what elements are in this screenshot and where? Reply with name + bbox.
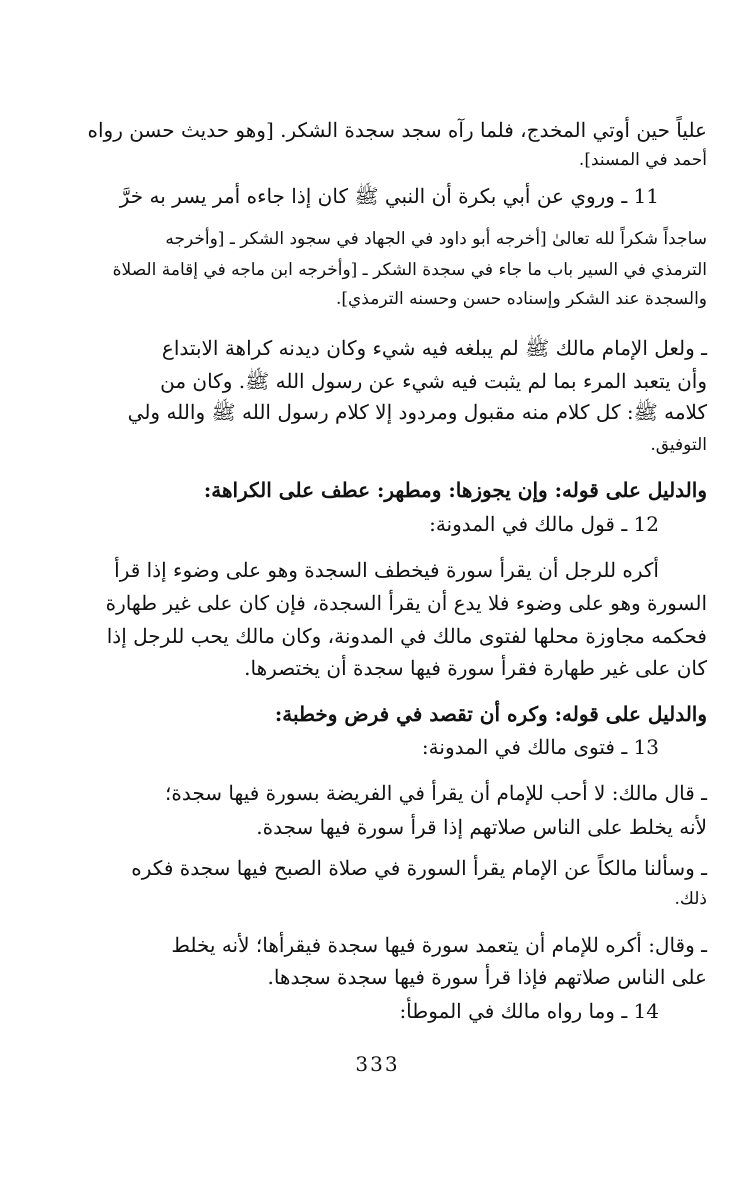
text-line: ـ وقال: أكره للإمام أن يتعمد سورة فيها سجدة فيقرأها؛ لأنه يخلط [171, 933, 707, 957]
text-line: وأن يتعبد المرء بما لم يثبت فيه شيء عن رسول الله ﷺ. وكان من [160, 369, 707, 393]
text-line: 13 ـ فتوى مالك في المدونة: [421, 735, 659, 759]
text-line: علياً حين أوتي المخدج، فلما رآه سجد سجدة الشكر. [وهو حديث حسن رواه [87, 118, 707, 142]
section-heading: والدليل على قوله: وكره أن تقصد في فرض وخطبة: [274, 702, 707, 726]
text-line: التوفيق. [650, 435, 707, 455]
text-line: كلامه ﷺ: كل كلام منه مقبول ومردود إلا كلام رسول الله ﷺ والله ولي [127, 400, 707, 424]
text-line: الترمذي في السير باب ما جاء في سجدة الشكر ـ [وأخرجه ابن ماجه في إقامة الصلاة [112, 260, 707, 280]
text-line: ـ وسألنا مالكاً عن الإمام يقرأ السورة في صلاة الصبح فيها سجدة فكره [131, 856, 707, 880]
text-line: على الناس صلاتهم فإذا قرأ سورة فيها سجدة سجدها. [267, 965, 707, 989]
text-line: ـ ولعل الإمام مالك ﷺ لم يبلغه فيه شيء وكان ديدنه كراهة الابتداع [161, 336, 707, 360]
text-line: ـ قال مالك: لا أحب للإمام أن يقرأ في الفريضة بسورة فيها سجدة؛ [165, 781, 707, 805]
text-line: 11 ـ وروي عن أبي بكرة أن النبي ﷺ كان إذا جاءه أمر يسر به خرَّ [119, 184, 659, 208]
text-line: كان على غير طهارة فقرأ سورة فيها سجدة أن يختصرها. [244, 656, 707, 680]
text-line: فحكمه مجاوزة محلها لفتوى مالك في المدونة، وكان مالك يحب للرجل إذا [106, 624, 707, 648]
text-line: السورة وهو على وضوء فلا يدع أن يقرأ السجدة، فإن كان على غير طهارة [105, 591, 707, 615]
page-number: 333 [355, 1052, 400, 1076]
text-line: ساجداً شكراً لله تعالىٰ [أخرجه أبو داود في الجهاد في سجود الشكر ـ [وأخرجه [165, 229, 707, 249]
text-line: والسجدة عند الشكر وإسناده حسن وحسنه الترمذي]. [335, 289, 707, 309]
text-line: أكره للرجل أن يقرأ سورة فيخطف السجدة وهو على وضوء إذا قرأ [114, 558, 659, 582]
text-line: أحمد في المسند]. [578, 150, 707, 170]
section-heading: والدليل على قوله: وإن يجوزها: ومطهر: عطف على الكراهة: [203, 478, 707, 502]
text-line: 14 ـ وما رواه مالك في الموطأ: [399, 999, 659, 1023]
text-line: ذلك. [674, 889, 707, 909]
text-line: 12 ـ قول مالك في المدونة: [429, 512, 659, 536]
text-line: لأنه يخلط على الناس صلاتهم إذا قرأ سورة فيها سجدة. [256, 815, 707, 839]
